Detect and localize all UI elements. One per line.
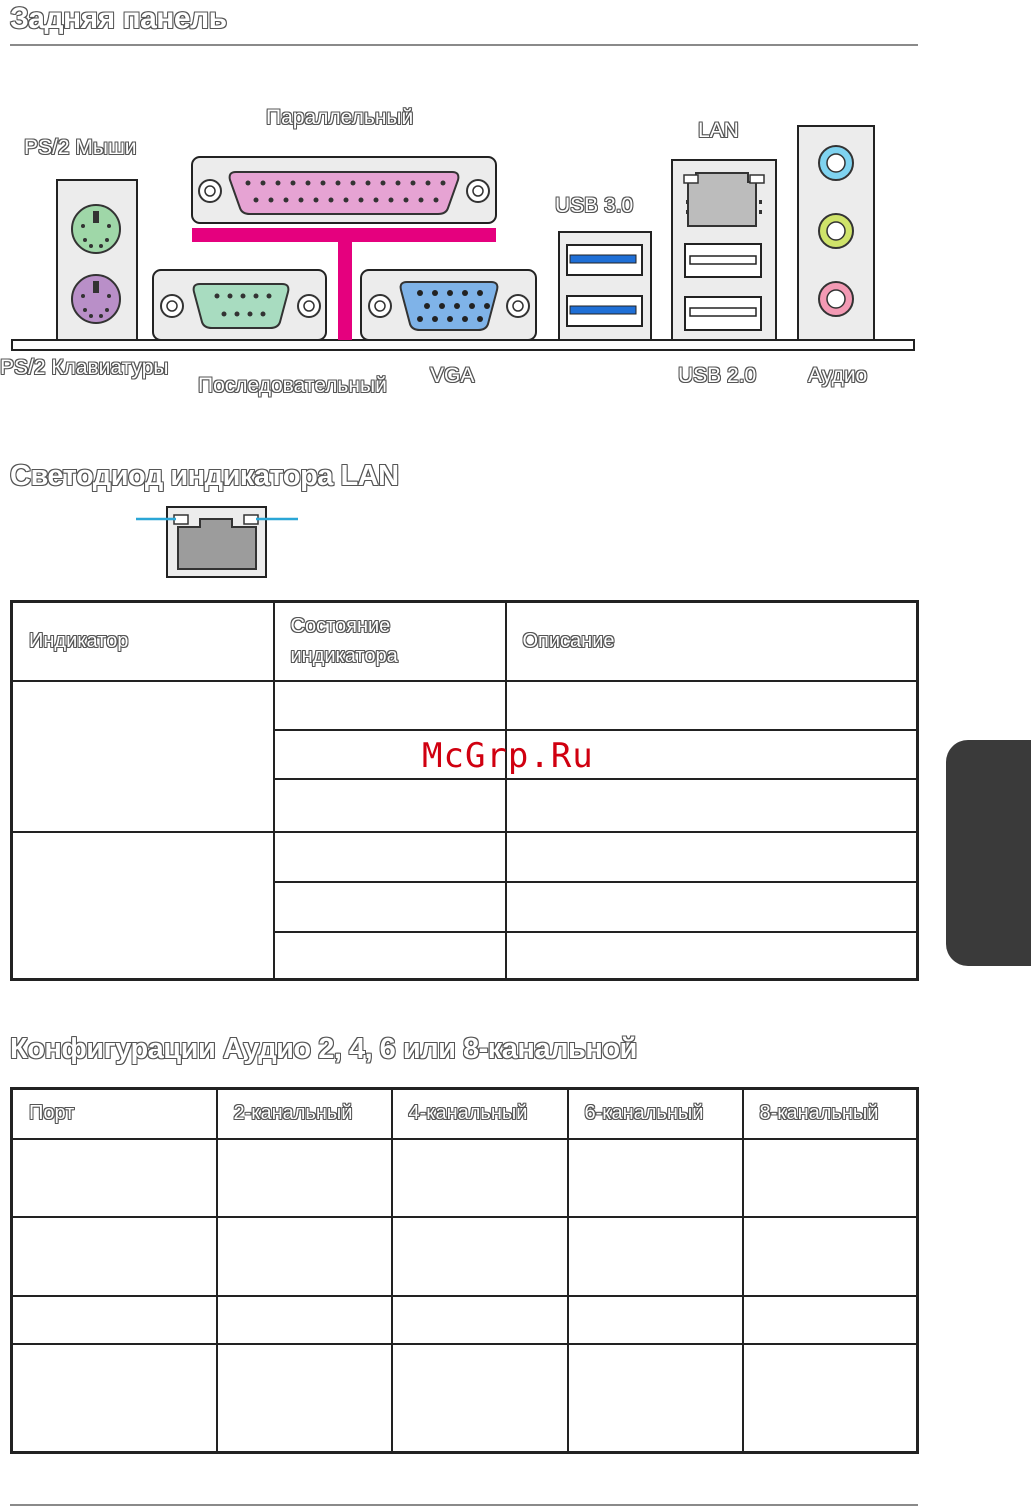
table-row (12, 1296, 918, 1344)
table-cell (568, 1296, 743, 1344)
vga-port (361, 270, 536, 340)
table-header-row (12, 1089, 918, 1139)
lan-usb2-stack (672, 160, 776, 340)
label-ps2-mouse: PS/2 Мыши (24, 136, 137, 159)
table-cell (743, 1344, 918, 1453)
table-cell (568, 1344, 743, 1453)
ps2-mouse-port (72, 205, 120, 253)
table-cell (12, 681, 274, 832)
table-cell (506, 932, 918, 980)
header-4ch: 4-канальный (392, 1089, 568, 1139)
table-cell (12, 1139, 217, 1217)
table-cell (217, 1139, 392, 1217)
table-header-row (12, 602, 918, 681)
lan-led-right (244, 515, 258, 524)
table-cell (506, 681, 918, 730)
label-usb2: USB 2.0 (678, 364, 757, 387)
ps2-ports (57, 180, 137, 340)
table-row (12, 681, 918, 730)
table-row (12, 1217, 918, 1296)
watermark: McGrp.Ru (422, 736, 594, 776)
page-title: Задняя панель (10, 2, 227, 35)
audio-config-table (10, 1087, 919, 1454)
table-cell (506, 832, 918, 882)
label-vga: VGA (430, 364, 475, 387)
table-cell (743, 1296, 918, 1344)
label-usb3: USB 3.0 (555, 194, 634, 217)
table-row (12, 1139, 918, 1217)
table-cell (568, 1139, 743, 1217)
header-state: Состояние индикатора (274, 602, 506, 681)
table-cell (392, 1344, 568, 1453)
table-cell (568, 1217, 743, 1296)
table-cell (12, 1296, 217, 1344)
lan-led-title: Светодиод индикатора LAN (10, 460, 399, 492)
header-2ch: 2-канальный (217, 1089, 392, 1139)
table-row (12, 832, 918, 882)
table-cell (274, 832, 506, 882)
header-description: Описание (506, 602, 918, 681)
table-cell (217, 1344, 392, 1453)
table-cell (12, 832, 274, 980)
table-cell (12, 1217, 217, 1296)
ps2-keyboard-port (72, 275, 120, 323)
label-audio: Аудио (808, 364, 868, 387)
table-row (12, 1344, 918, 1453)
lan-led-left (174, 515, 188, 524)
table-cell (506, 882, 918, 932)
header-8ch: 8-канальный (743, 1089, 918, 1139)
table-cell (506, 779, 918, 832)
table-cell (274, 882, 506, 932)
table-cell (743, 1139, 918, 1217)
label-parallel: Параллельный (266, 106, 414, 129)
table-cell (274, 932, 506, 980)
label-ps2-keyboard: PS/2 Клавиатуры (0, 356, 169, 379)
io-shield-baseline (12, 340, 914, 350)
table-cell (743, 1217, 918, 1296)
table-cell (217, 1217, 392, 1296)
header-port: Порт (12, 1089, 217, 1139)
table-cell (392, 1139, 568, 1217)
table-cell (274, 779, 506, 832)
magenta-stem (338, 228, 352, 340)
label-lan: LAN (698, 119, 739, 142)
table-cell (217, 1296, 392, 1344)
serial-port (153, 270, 326, 340)
side-chapter-tab (946, 740, 1031, 966)
rear-panel-diagram (0, 120, 930, 360)
footer-rule (10, 1504, 918, 1506)
audio-config-title: Конфигурации Аудио 2, 4, 6 или 8-канальной (10, 1033, 637, 1065)
table-cell (392, 1217, 568, 1296)
audio-jacks (798, 126, 874, 340)
parallel-port (192, 157, 496, 223)
header-indicator: Индикатор (12, 602, 274, 681)
table-cell (392, 1296, 568, 1344)
lan-led-table (10, 600, 919, 981)
title-rule (10, 44, 918, 46)
lan-led-diagram (130, 505, 310, 580)
header-6ch: 6-канальный (568, 1089, 743, 1139)
usb3-ports (559, 232, 651, 340)
lan-port (684, 173, 764, 226)
table-cell (12, 1344, 217, 1453)
label-serial: Последовательный (198, 374, 387, 397)
table-cell (274, 681, 506, 730)
